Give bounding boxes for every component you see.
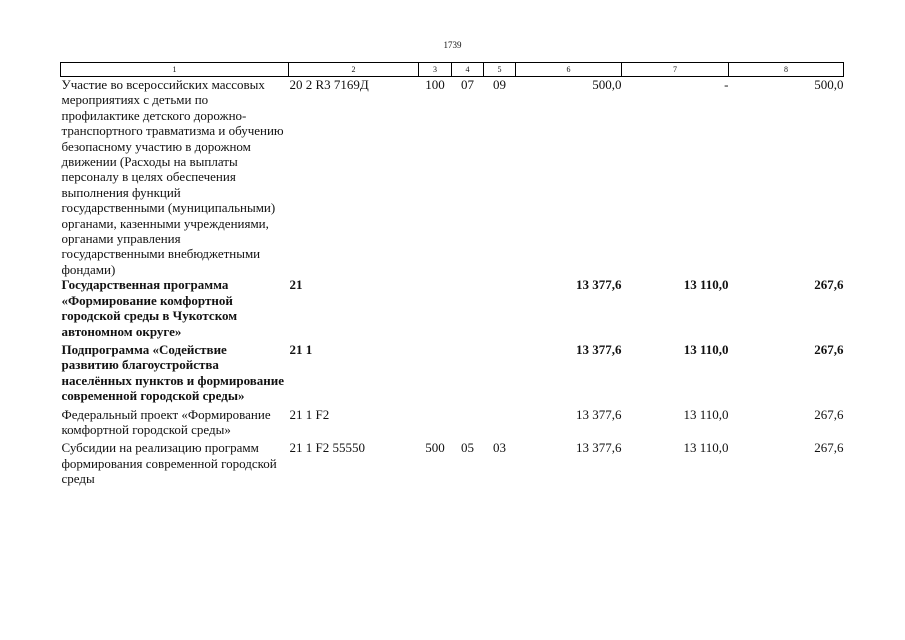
column-header-5: 5 [484, 63, 516, 77]
row-name: Федеральный проект «Формирование комфортной городской среды» [61, 406, 271, 437]
row-col5: 03 [493, 440, 506, 456]
row-name: Подпрограмма «Содействие развитию благоустройства населённых пунктов и формирование современной городской среды» [61, 341, 285, 404]
row-col7: 13 110,0 [683, 277, 729, 293]
page-number: 1739 [443, 40, 462, 50]
row-col4 [452, 404, 484, 438]
row-col3 [419, 339, 452, 404]
row-col4: 05 [461, 440, 474, 456]
table-row [61, 404, 844, 438]
column-header-8: 8 [729, 63, 844, 77]
row-code: 20 2 R3 7169Д [289, 77, 369, 92]
column-header-4: 4 [452, 63, 484, 77]
table-row [61, 77, 844, 278]
row-col6: 13 377,6 [576, 406, 622, 422]
row-col4: 07 [461, 77, 474, 92]
row-col8: 500,0 [814, 77, 844, 92]
row-col8: 267,6 [814, 341, 844, 357]
row-code: 21 1 F2 55550 [289, 440, 365, 456]
row-col5: 09 [493, 77, 506, 92]
column-header-7: 7 [622, 63, 729, 77]
row-code: 21 1 F2 [289, 406, 330, 422]
row-col5 [484, 277, 516, 339]
column-header-1: 1 [61, 63, 289, 77]
column-header-3: 3 [419, 63, 452, 77]
row-col3: 500 [425, 440, 445, 456]
row-name: Государственная программа «Формирование комфортной городской среды в Чукотском автономном округе» [61, 277, 238, 339]
row-col6: 13 377,6 [576, 341, 622, 357]
row-col3: 100 [425, 77, 445, 92]
row-col7: - [724, 77, 729, 92]
row-col7: 13 110,0 [683, 406, 729, 422]
table-row [61, 339, 844, 404]
row-col4 [452, 339, 484, 404]
row-col3 [419, 404, 452, 438]
budget-table [60, 62, 844, 487]
row-col6: 13 377,6 [576, 277, 622, 293]
row-col6: 13 377,6 [576, 440, 622, 456]
row-col8: 267,6 [814, 277, 844, 293]
row-col5 [484, 339, 516, 404]
table-row [61, 437, 844, 486]
row-name: Участие во всероссийских массовых мероприятиях с детьми по профилактике детского дорожно-транспортного травматизма и обучению безопасному участию в дорожном движении (Расходы на выплаты персоналу в целях обеспечения выполнения функций государственными (муниципальными) органами, казенными учреждениями, органами управления государственными внебюджетными фондами) [61, 77, 284, 277]
column-number-row [61, 63, 844, 77]
row-col7: 13 110,0 [683, 440, 729, 456]
row-col7: 13 110,0 [683, 341, 729, 357]
row-col5 [484, 404, 516, 438]
row-code: 21 [289, 277, 303, 293]
row-col8: 267,6 [814, 440, 844, 456]
row-code: 21 1 [289, 341, 313, 357]
row-col8: 267,6 [814, 406, 844, 422]
column-header-2: 2 [289, 63, 419, 77]
row-name: Субсидии на реализацию программ формирования современной городской среды [61, 440, 277, 487]
column-header-6: 6 [516, 63, 622, 77]
table-row [61, 277, 844, 339]
row-col4 [452, 277, 484, 339]
row-col3 [419, 277, 452, 339]
row-col6: 500,0 [592, 77, 622, 92]
